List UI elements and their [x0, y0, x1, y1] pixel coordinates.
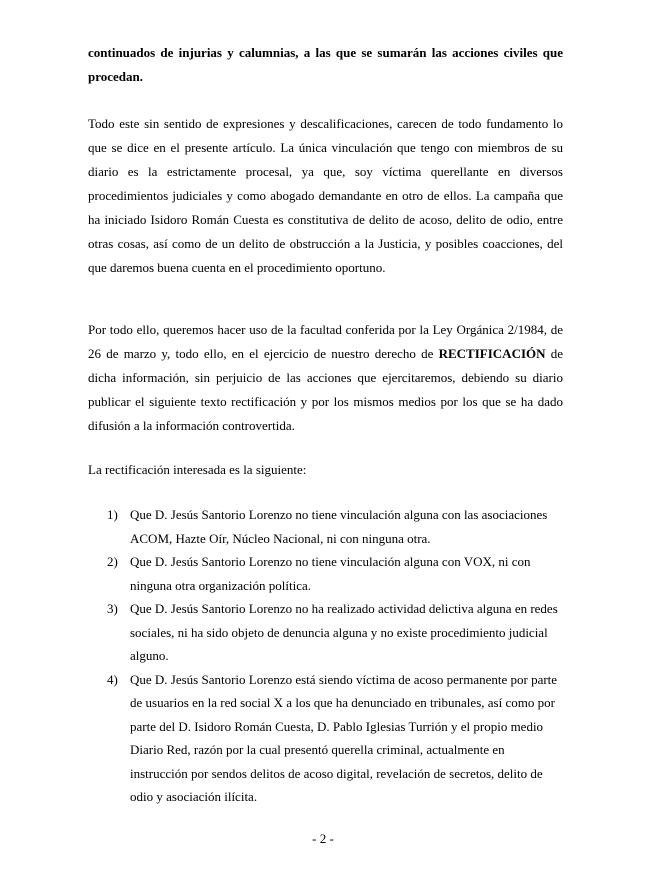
list-item [0, 503, 563, 550]
paragraph-por-todo-ello-start: Por todo ello, queremos hacer uso de la facultad conferida por la Ley Orgánica 2/1984, de 26 de marzo y, todo ello, en el ejercicio de nuestro derecho de [88, 322, 563, 361]
rectificacion-emphasis: RECTIFICACIÓN [438, 346, 546, 361]
list-item-number: 4) [107, 671, 118, 687]
paragraph-por-todo-ello-end: de dicha información, sin perjuicio de las acciones que ejercitaremos, debiendo su diario publicar el siguiente texto rectificación y por los mismos medios por los que se ha dado difusión a la información controvertida. [88, 346, 563, 433]
list-item-text: Que D. Jesús Santorio Lorenzo no ha realizado actividad delictiva alguna en redes sociales, ni ha sido objeto de denuncia alguna y no existe procedimiento judicial alguno. [130, 601, 558, 663]
paragraph-sin-sentido: Todo este sin sentido de expresiones y descalificaciones, carecen de todo fundamento lo que se dice en el presente artículo. La única vinculación que tengo con miembros de su diario es la estrictamente procesal, ya que, soy víctima querellante en diversos procedimientos judiciales y como abogado demandante en otro de ellos. La campaña que ha iniciado Isidoro Román Cuesta es constitutiva de delito de acoso, delito de odio, entre otras cosas, así como de un delito de obstrucción a la Justicia, y posibles coacciones, del que daremos buena cuenta en el procedimiento oportuno. [88, 116, 563, 275]
list-item-number: 2) [107, 554, 118, 569]
paragraph-continued: continuados de injurias y calumnias, a las que se sumarán las acciones civiles que procedan. [88, 45, 563, 84]
list-item-number: 3) [107, 601, 118, 616]
list-item-text: Que D. Jesús Santorio Lorenzo está siendo víctima de acoso permanente por parte de usuarios en la red social X a los que ha denunciado en tribunales, así como por parte del D. Isidoro Román Cuesta, D. Pablo Iglesias Turrión y el propio medio Diario Red, razón por la cual presentó querella criminal, actualmente en instrucción por sendos delitos de acoso digital, revelación de secretos, delito de odio y asociación ilícita. [130, 671, 558, 804]
list-item-number: 1) [107, 507, 118, 522]
list-item [0, 550, 563, 597]
list-item-text: Que D. Jesús Santorio Lorenzo no tiene vinculación alguna con las asociaciones ACOM, Hazte Oír, Núcleo Nacional, ni con ninguna otra. [130, 507, 548, 546]
list-item-text: Que D. Jesús Santorio Lorenzo no tiene vinculación alguna con VOX, ni con ninguna otra organización política. [130, 554, 531, 593]
page-number: - 2 - [312, 831, 334, 846]
paragraph-por-todo-ello [88, 318, 563, 438]
list-item [0, 668, 563, 809]
list-item [0, 597, 563, 668]
rectification-list [0, 503, 646, 809]
paragraph-list-intro: La rectificación interesada es la siguiente: [88, 462, 307, 477]
